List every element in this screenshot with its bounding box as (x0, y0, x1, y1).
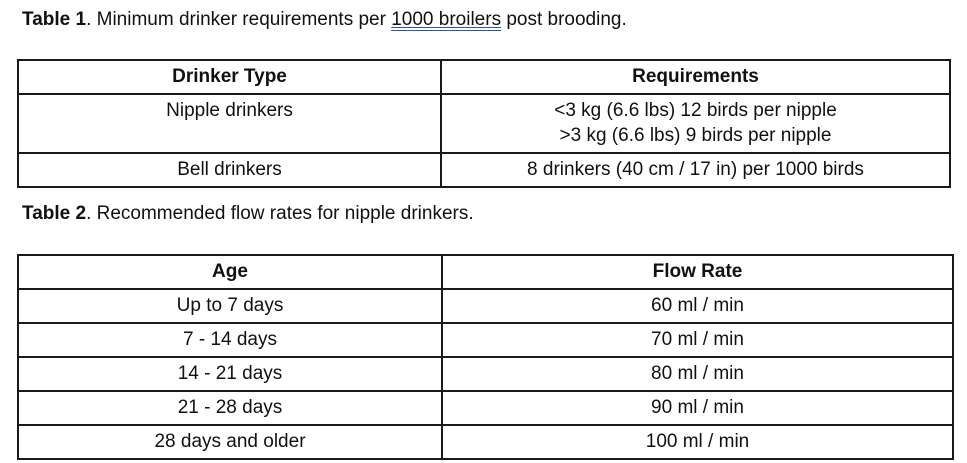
table-row (18, 289, 953, 323)
table-row (18, 391, 953, 425)
table-row (18, 357, 953, 391)
requirements-cell: 8 drinkers (40 cm / 17 in) per 1000 birds (441, 153, 950, 187)
column-header-requirements: Requirements (441, 60, 950, 94)
requirements-cell (441, 94, 950, 153)
flow-rate-cell: 90 ml / min (442, 391, 953, 425)
flow-rate-cell: 60 ml / min (442, 289, 953, 323)
table2-caption-label: Table 2 (22, 203, 87, 224)
column-header-age: Age (18, 255, 442, 289)
drinker-type-cell: Bell drinkers (18, 153, 441, 187)
table1-caption (22, 9, 627, 31)
table2-caption-text: . Recommended flow rates for nipple drinkers. (86, 203, 474, 224)
table1-caption-text: . Minimum drinker requirements per (86, 9, 392, 30)
age-cell: 28 days and older (18, 425, 442, 459)
flow-rate-cell: 100 ml / min (442, 425, 953, 459)
drinker-type-cell: Nipple drinkers (18, 94, 441, 153)
table-header-row (18, 255, 953, 289)
table1-caption-tail: post brooding. (501, 9, 627, 30)
age-cell: 21 - 28 days (18, 391, 442, 425)
requirement-line: <3 kg (6.6 lbs) 12 birds per nipple (554, 100, 837, 121)
age-cell: 14 - 21 days (18, 357, 442, 391)
table-row (18, 94, 950, 153)
age-cell: Up to 7 days (18, 289, 442, 323)
table1-caption-label: Table 1 (22, 9, 87, 30)
table-header-row (18, 60, 950, 94)
requirement-line: >3 kg (6.6 lbs) 9 birds per nipple (559, 125, 832, 146)
table-row (18, 425, 953, 459)
table-row (18, 323, 953, 357)
flow-rate-cell: 70 ml / min (442, 323, 953, 357)
flow-rate-cell: 80 ml / min (442, 357, 953, 391)
age-cell: 7 - 14 days (18, 323, 442, 357)
table1-caption-link: 1000 broilers (391, 9, 502, 30)
flow-rates-table (17, 254, 954, 460)
table2-caption (22, 203, 474, 225)
column-header-flow-rate: Flow Rate (442, 255, 953, 289)
column-header-drinker-type: Drinker Type (18, 60, 441, 94)
table-row (18, 153, 950, 187)
drinker-requirements-table (17, 59, 951, 188)
